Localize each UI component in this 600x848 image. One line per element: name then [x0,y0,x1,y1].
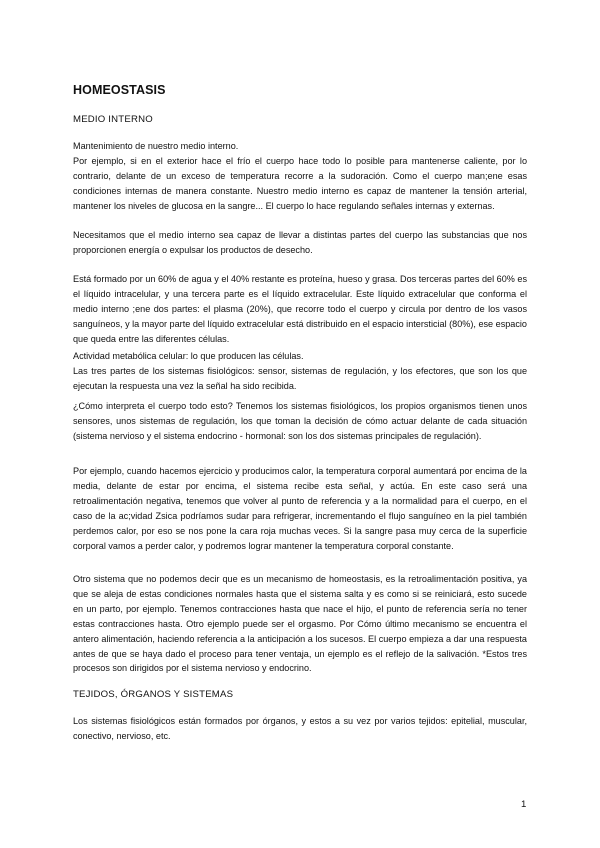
paragraph-8: Los sistemas fisiológicos están formados por órganos, y estos a su vez por varios tejidos: epitelial, muscular, conectivo, nervioso, etc. [73,716,527,741]
paragraph-4-line-2: Las tres partes de los sistemas fisiológicos: sensor, sistemas de regulación, y los efectores, que son los que ejecutan la respuesta una vez la señal ha sido recibida. [73,365,527,391]
section-heading-medio-interno: MEDIO INTERNO [73,114,153,125]
page-number: 1 [521,799,527,810]
paragraph-2: Necesitamos que el medio interno sea capaz de llevar a distintas partes del cuerpo las substancias que nos proporcionen energía o expulsar los productos de desecho. [73,230,527,255]
paragraph-6: Por ejemplo, cuando hacemos ejercicio y producimos calor, la temperatura corporal aumentará por encima de la media, delante de estar por encima, el sistema recibe esta señal, y actúa. En este caso será una retroalimentación negativa, tenemos que volver al punto de referencia y a la normalidad para el cuerpo, en el caso de la ac;vidad Zsica podríamos sudar para refrigerar, incrementando el flujo sanguíneo en la piel también perdemos calor, por eso se nos pone la cara roja muchas veces. Si la sangre pasa muy cerca de la superficie corporal vamos a perder calor, y podremos lograr mantener la temperatura corporal constante. [73,466,527,551]
paragraph-1-line-1: Mantenimiento de nuestro medio interno. [73,141,239,151]
paragraph-3: Está formado por un 60% de agua y el 40% restante es proteína, hueso y grasa. Dos terceras partes del 60% es el líquido intracelular, y una tercera parte es el líquido extracelular. Este líquido extracelular que conforma el medio interno ;ene dos partes: el plasma (20%), que recorre todo el cuerpo y circula por dentro de los vasos sanguíneos, y la mayor parte del líquido extracelular está distribuido en el espacio intersticial (80%), ese espacio que queda entre las diferentes células. [73,274,527,344]
paragraph-5: ¿Cómo interpreta el cuerpo todo esto? Tenemos los sistemas fisiológicos, los propios organismos tienen unos sensores, unos sistemas de regulación, los que toman la decisión de cómo actuar delante de cada situación (sistema nervioso y el sistema endocrino - hormonal: son los dos sistemas principales de regulación). [73,401,527,441]
paragraph-1 [73,139,527,214]
paragraph-4-line-1: Actividad metabólica celular: lo que producen las células. [73,351,304,361]
section-heading-tejidos: TEJIDOS, ÓRGANOS Y SISTEMAS [73,689,234,700]
paragraph-1-line-2: Por ejemplo, si en el exterior hace el frío el cuerpo hace todo lo posible para mantenerse caliente, por lo contrario, delante de un exceso de temperatura recorre a la sudoración. Como el cuerpo man;ene esas condiciones internas de manera constante. Nuestro medio interno es capaz de mantener la tensión arterial, mantener los niveles de glucosa en la sangre... El cuerpo lo hace regulando señales internas y externas. [73,155,527,211]
document-title: HOMEOSTASIS [73,83,166,97]
paragraph-4 [73,349,527,394]
paragraph-7: Otro sistema que no podemos decir que es un mecanismo de homeostasis, es la retroalimentación positiva, ya que se aleja de estas condiciones normales hasta que el sistema salta y es como si se reiniciará, esto sucede en un parto, por ejemplo. Tenemos contracciones hasta que nace el hijo, el punto de referencia sería no tener estas contracciones hasta. Otro ejemplo puede ser el orgasmo. Por Cómo último mecanismo se encuentra el antero alimentación, haciendo referencia a la anticipación a los sucesos. El cuerpo empieza a dar una respuesta antes de que se haya dado el proceso para tener ventaja, un ejemplo es el reflejo de la salivación. *Estos tres procesos son dirigidos por el sistema nervioso y endocrino. [73,574,527,674]
